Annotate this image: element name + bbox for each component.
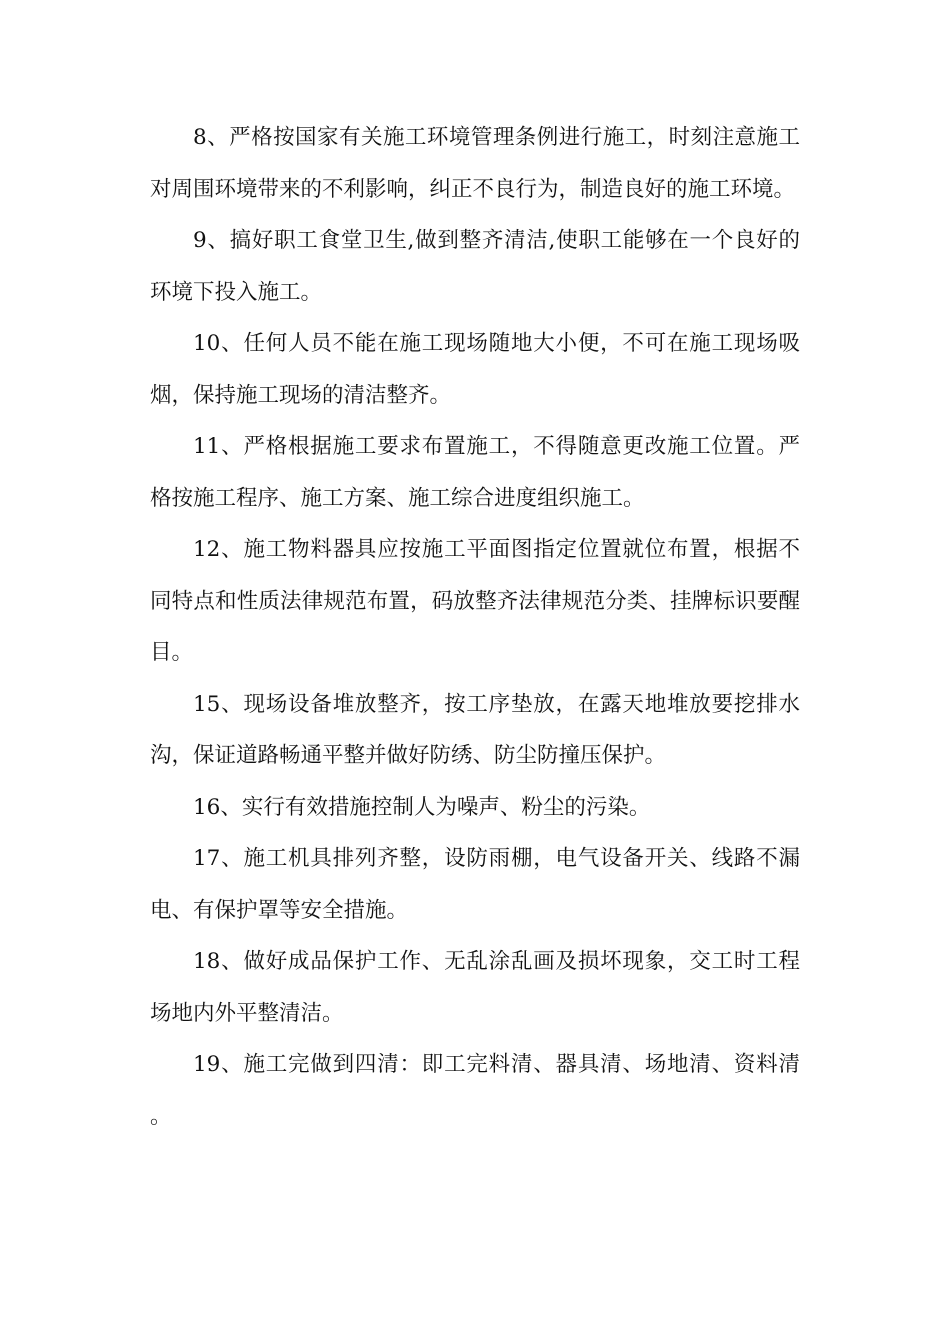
paragraph-item-18: 18、做好成品保护工作、无乱涂乱画及损坏现象，交工时工程场地内外平整清洁。: [150, 949, 800, 1026]
paragraph-item-16: 16、实行有效措施控制人为噪声、粉尘的污染。: [193, 794, 651, 820]
document-page: [150, 112, 800, 1142]
paragraph-item-11: 11、严格根据施工要求布置施工，不得随意更改施工位置。严格按施工程序、施工方案、施工综合进度组织施工。: [150, 434, 800, 511]
paragraph-item-12: 12、施工物料器具应按施工平面图指定位置就位布置，根据不同特点和性质法律规范布置，码放整齐法律规范分类、挂牌标识要醒目。: [150, 537, 800, 665]
paragraph-item-17: 17、施工机具排列齐整，设防雨棚，电气设备开关、线路不漏电、有保护罩等安全措施。: [150, 846, 800, 923]
paragraph-item-10: 10、任何人员不能在施工现场随地大小便，不可在施工现场吸烟，保持施工现场的清洁整齐。: [150, 331, 800, 408]
paragraph-item-8: 8、严格按国家有关施工环境管理条例进行施工，时刻注意施工对周围环境带来的不利影响，纠正不良行为，制造良好的施工环境。: [150, 125, 800, 202]
paragraph-item-19: 19、施工完做到四清：即工完料清、器具清、场地清、资料清。: [150, 1052, 800, 1129]
paragraph-item-9: 9、搞好职工食堂卫生,做到整齐清洁,使职工能够在一个良好的环境下投入施工。: [150, 228, 800, 305]
paragraph-item-15: 15、现场设备堆放整齐，按工序垫放，在露天地堆放要挖排水沟，保证道路畅通平整并做好防绣、防尘防撞压保护。: [150, 691, 800, 768]
